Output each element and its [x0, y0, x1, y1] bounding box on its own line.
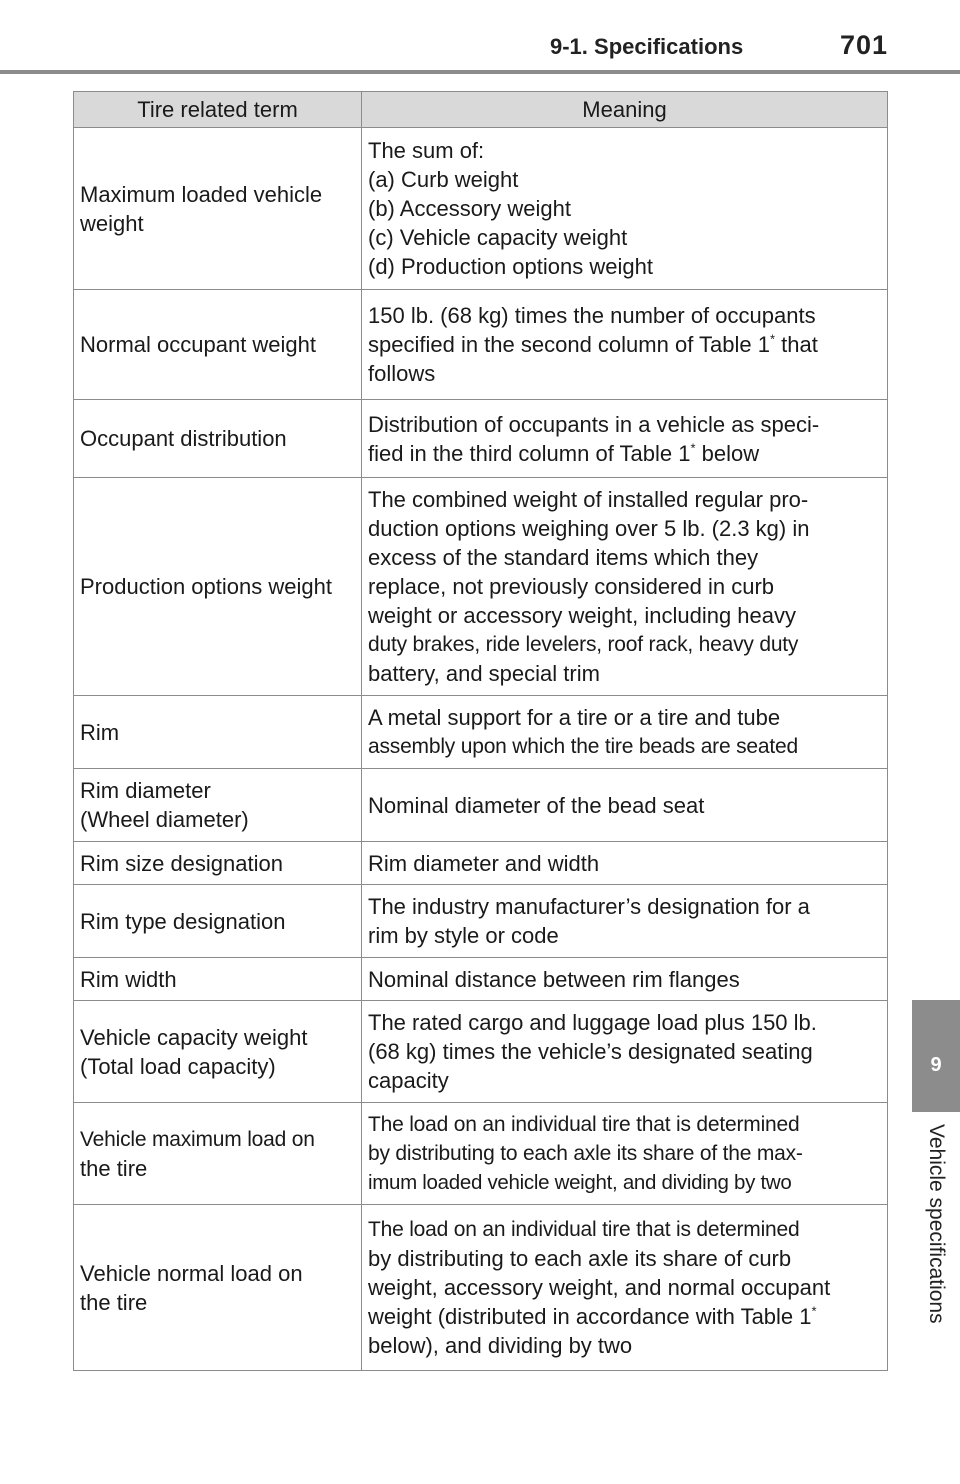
- table-row: [74, 885, 888, 958]
- term-line: Rim width: [80, 966, 177, 992]
- table-row: [74, 478, 888, 696]
- meaning-text: fied in the third column of Table 1: [368, 440, 691, 466]
- term-cell: [74, 958, 362, 1001]
- term-line: (Total load capacity): [80, 1053, 276, 1079]
- meaning-line: Nominal distance between rim flanges: [368, 966, 740, 992]
- term-cell: [74, 842, 362, 885]
- meaning-line: replace, not previously considered in curb: [368, 574, 775, 599]
- meaning-line: assembly upon which the tire beads are seated: [368, 735, 798, 758]
- column-header-term: Tire related term: [74, 92, 362, 128]
- table-row: [74, 696, 888, 769]
- meaning-line: by distributing to each axle its share of the max-: [368, 1142, 803, 1165]
- meaning-line: The rated cargo and luggage load plus 150 lb.: [368, 1010, 817, 1035]
- meaning-line: excess of the standard items which they: [368, 545, 759, 570]
- meaning-line: 150 lb. (68 kg) times the number of occupants: [368, 303, 816, 328]
- footnote-marker: *: [769, 331, 776, 347]
- term-line: the tire: [80, 1155, 148, 1181]
- term-line: Rim: [80, 719, 120, 745]
- table-row: [74, 290, 888, 400]
- meaning-cell: [362, 696, 888, 769]
- meaning-text: that: [775, 332, 818, 357]
- table-row: [74, 1205, 888, 1371]
- term-line: the tire: [80, 1289, 148, 1315]
- meaning-cell: [362, 400, 888, 478]
- meaning-line: Distribution of occupants in a vehicle as speci-: [368, 411, 820, 437]
- meaning-text: below: [695, 440, 760, 466]
- meaning-cell: [362, 128, 888, 290]
- meaning-cell: [362, 1205, 888, 1371]
- meaning-line: weight, accessory weight, and normal occupant: [368, 1275, 831, 1300]
- meaning-line: duty brakes, ride levelers, roof rack, heavy duty: [368, 633, 799, 656]
- meaning-line: duction options weighing over 5 lb. (2.3 kg) in: [368, 516, 810, 541]
- term-cell: [74, 128, 362, 290]
- meaning-text: specified in the second column of Table 1: [368, 332, 770, 357]
- term-cell: [74, 1001, 362, 1103]
- meaning-line: (d) Production options weight: [368, 254, 653, 279]
- meaning-line: battery, and special trim: [368, 661, 600, 686]
- term-cell: [74, 290, 362, 400]
- table-row: [74, 842, 888, 885]
- meaning-cell: [362, 769, 888, 842]
- meaning-line: imum loaded vehicle weight, and dividing by two: [368, 1171, 792, 1194]
- table-row: [74, 128, 888, 290]
- term-line: Rim size designation: [80, 850, 283, 876]
- chapter-tab: [912, 1000, 960, 1112]
- chapter-number: 9: [930, 1054, 942, 1076]
- term-line: weight: [80, 210, 144, 236]
- meaning-line: Nominal diameter of the bead seat: [368, 792, 705, 818]
- meaning-line: The industry manufacturer’s designation for a: [368, 894, 810, 919]
- meaning-line: follows: [368, 361, 436, 386]
- term-line: (Wheel diameter): [80, 807, 249, 832]
- term-cell: [74, 769, 362, 842]
- meaning-cell: [362, 842, 888, 885]
- meaning-line: capacity: [368, 1068, 449, 1093]
- meaning-text: weight (distributed in accordance with Table 1: [368, 1304, 812, 1329]
- table-row: [74, 958, 888, 1001]
- term-line: Vehicle normal load on: [80, 1260, 303, 1286]
- term-cell: [74, 400, 362, 478]
- term-line: Production options weight: [80, 574, 332, 599]
- section-title: 9-1. Specifications: [550, 34, 744, 59]
- header-divider: [0, 70, 960, 74]
- meaning-line: The sum of:: [368, 138, 485, 163]
- meaning-line: [368, 1302, 881, 1331]
- meaning-cell: [362, 1103, 888, 1205]
- meaning-cell: [362, 1001, 888, 1103]
- meaning-line: (a) Curb weight: [368, 167, 519, 192]
- term-line: Maximum loaded vehicle: [80, 181, 323, 207]
- term-cell: [74, 1205, 362, 1371]
- meaning-line: The combined weight of installed regular pro-: [368, 487, 809, 512]
- meaning-line: by distributing to each axle its share of curb: [368, 1246, 792, 1271]
- term-cell: [74, 478, 362, 696]
- meaning-line: The load on an individual tire that is determined: [368, 1218, 800, 1241]
- meaning-line: A metal support for a tire or a tire and tube: [368, 705, 781, 730]
- term-line: Normal occupant weight: [80, 332, 317, 357]
- term-cell: [74, 1103, 362, 1205]
- table-row: [74, 1001, 888, 1103]
- meaning-line: weight or accessory weight, including heavy: [368, 603, 797, 628]
- tire-terms-table: [73, 91, 888, 1371]
- column-header-meaning: Meaning: [362, 92, 888, 128]
- meaning-line: The load on an individual tire that is determined: [368, 1113, 800, 1136]
- term-line: Vehicle capacity weight: [80, 1024, 308, 1050]
- term-line: Occupant distribution: [80, 426, 287, 451]
- term-line: Vehicle maximum load on: [80, 1127, 315, 1151]
- table-row: [74, 400, 888, 478]
- term-line: Rim diameter: [80, 778, 211, 803]
- footnote-marker: *: [811, 1303, 817, 1319]
- table-row: [74, 769, 888, 842]
- meaning-line: below), and dividing by two: [368, 1333, 633, 1358]
- table-header-row: [74, 92, 888, 128]
- meaning-line: [368, 439, 881, 468]
- meaning-line: Rim diameter and width: [368, 850, 600, 876]
- term-cell: [74, 885, 362, 958]
- term-cell: [74, 696, 362, 769]
- meaning-line: rim by style or code: [368, 923, 559, 948]
- meaning-line: (68 kg) times the vehicle’s designated seating: [368, 1039, 813, 1064]
- meaning-line: (b) Accessory weight: [368, 196, 571, 221]
- page-header: [0, 0, 960, 74]
- chapter-label: Vehicle specifications: [925, 1124, 948, 1324]
- meaning-cell: [362, 885, 888, 958]
- meaning-line: (c) Vehicle capacity weight: [368, 225, 628, 250]
- meaning-cell: [362, 290, 888, 400]
- meaning-cell: [362, 478, 888, 696]
- table-row: [74, 1103, 888, 1205]
- meaning-line: [368, 330, 881, 359]
- page-number: 701: [840, 30, 889, 60]
- meaning-cell: [362, 958, 888, 1001]
- footnote-marker: *: [690, 440, 696, 456]
- term-line: Rim type designation: [80, 908, 286, 934]
